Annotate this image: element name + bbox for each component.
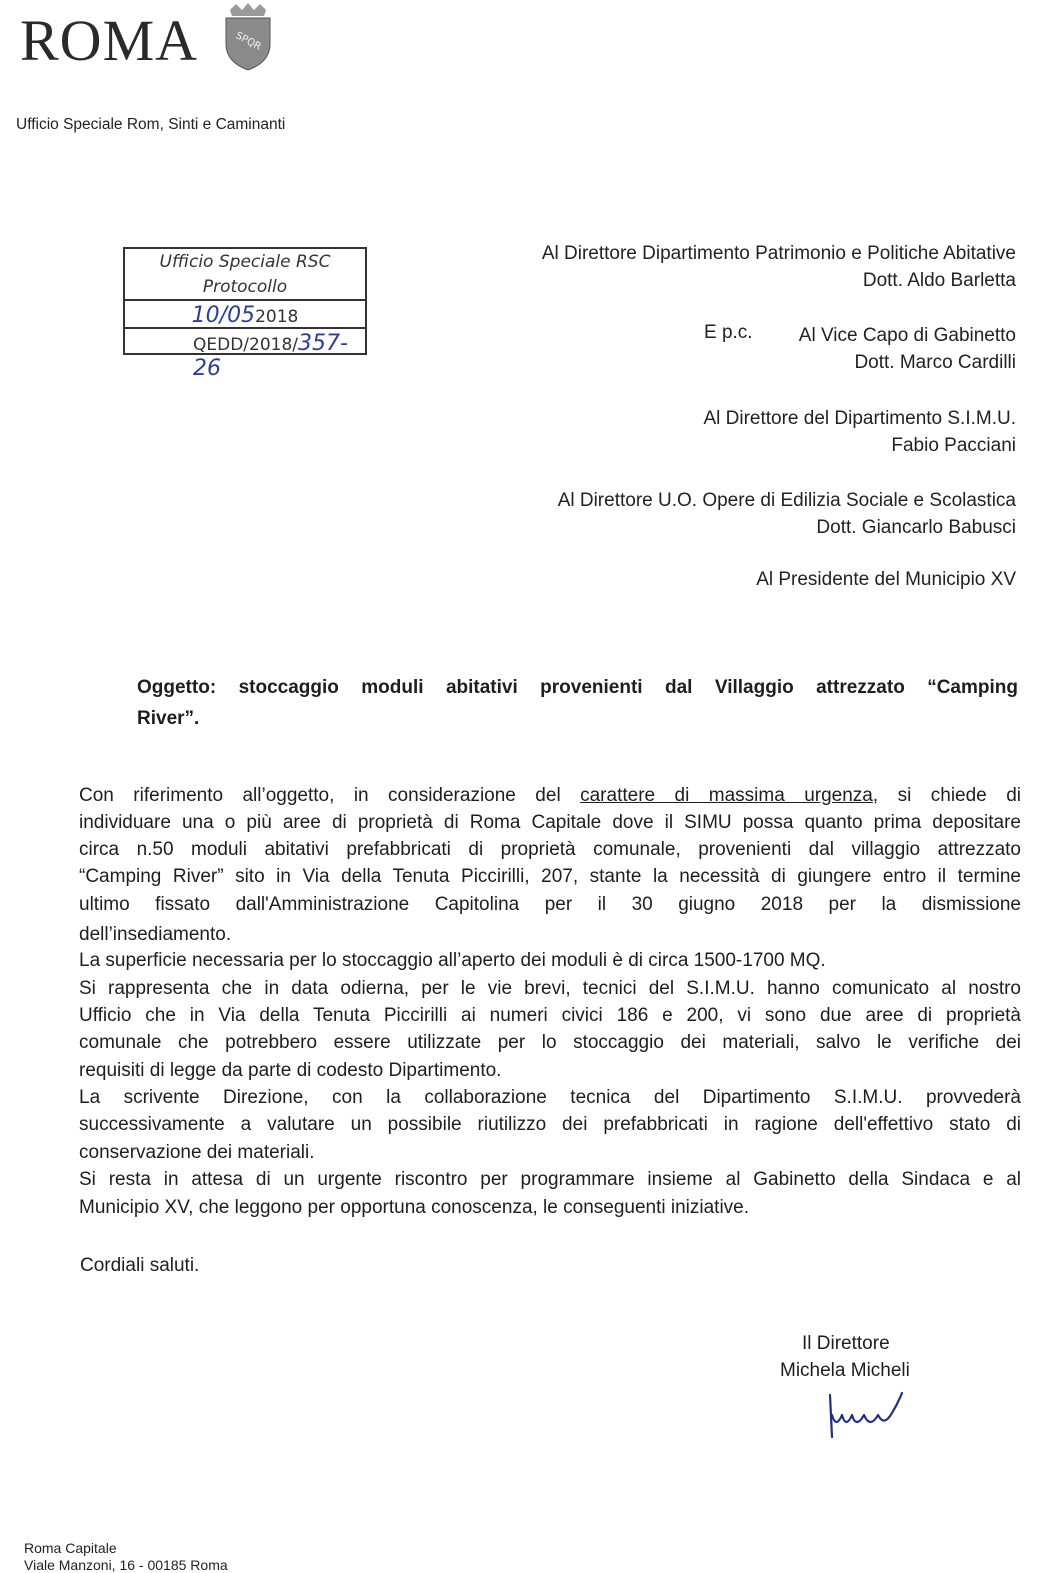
body-line-11: requisiti di legge da parte di codesto Dipartimento.: [79, 1060, 502, 1081]
recipient-3: Al Direttore del Dipartimento S.I.M.U. Fabio Pacciani: [703, 408, 1016, 456]
body-line-16: Municipio XV, che leggono per opportuna conoscenza, le conseguenti iniziative.: [79, 1197, 750, 1218]
protocol-stamp: [123, 247, 367, 381]
footer-entity: Roma Capitale: [24, 1540, 117, 1556]
body-line-7: La superficie necessaria per lo stoccaggio all’aperto dei moduli è di circa 1500-1700 MQ.: [79, 950, 826, 971]
footer-address: Viale Manzoni, 16 - 00185 Roma: [24, 1557, 228, 1573]
body-line-12: La scrivente Direzione, con la collaborazione tecnica del Dipartimento S.I.M.U. provvederà: [79, 1087, 1021, 1108]
svg-text:SPQR: SPQR: [233, 30, 263, 53]
epc-label: E p.c.: [704, 322, 753, 343]
handwritten-signature: [818, 1385, 918, 1445]
stamp-ref-printed: QEDD/2018/: [193, 335, 299, 355]
recipient-2: Al Vice Capo di Gabinetto Dott. Marco Cardilli: [798, 325, 1016, 373]
office-name: Ufficio Speciale Rom, Sinti e Caminanti: [16, 116, 286, 133]
body-line-6: dell’insediamento.: [79, 924, 232, 945]
body-line-9: Ufficio che in Via della Tenuta Piccirilli ai numeri civici 186 e 200, vi sono due aree di proprietà: [79, 1005, 1021, 1026]
body-line-10: comunale che potrebbero essere utilizzate per lo stoccaggio dei materiali, salvo le verifiche dei: [79, 1032, 1021, 1053]
body-line-2: individuare una o più aree di proprietà di Roma Capitale dove il SIMU possa quanto prima depositare: [79, 812, 1021, 833]
body-line-1: Con riferimento all’oggetto, in considerazione del carattere di massima urgenza, si chiede di: [79, 785, 1021, 806]
stamp-office: Ufficio Speciale RSC: [159, 252, 331, 272]
stamp-date-year: 2018: [255, 307, 299, 327]
body-line-14: conservazione dei materiali.: [79, 1142, 315, 1163]
signatory-name: Michela Micheli: [780, 1360, 910, 1381]
body-line-3: circa n.50 moduli abitativi prefabbricati di proprietà comunale, provenienti dal villaggio attrezzato: [79, 839, 1021, 860]
subject-line-1: Oggetto: stoccaggio moduli abitativi provenienti dal Villaggio attrezzato “Camping: [137, 677, 1018, 698]
body-line-5: ultimo fissato dall'Amministrazione Capitolina per il 30 giugno 2018 per la dismissione: [79, 894, 1021, 915]
body-line-4: “Camping River” sito in Via della Tenuta Piccirilli, 207, stante la necessità di giungere entro il termine: [79, 866, 1021, 887]
stamp-label: Protocollo: [202, 277, 288, 297]
roma-logo-text: ROMA: [20, 8, 199, 73]
body-line-15: Si resta in attesa di un urgente riscontro per programmare insieme al Gabinetto della Sindaca e al: [79, 1169, 1021, 1190]
urgency-underlined: carattere di massima urgenza: [580, 785, 873, 806]
subject: [137, 672, 1018, 734]
subject-line-2: River”.: [137, 708, 200, 729]
recipient-1: Al Direttore Dipartimento Patrimonio e Politiche Abitative Dott. Aldo Barletta: [541, 243, 1016, 291]
spqr-crest-icon: [218, 2, 278, 72]
body-line-13: successivamente a valutare un possibile riutilizzo dei prefabbricati in ragione dell'effettivo stato di: [79, 1114, 1021, 1135]
stamp-date: [125, 303, 365, 328]
stamp-ref-handwritten: 357-26: [193, 331, 348, 381]
body-line-8: Si rappresenta che in data odierna, per le vie brevi, tecnici del S.I.M.U. hanno comunicato al nostro: [79, 978, 1021, 999]
stamp-reference: [125, 331, 365, 381]
stamp-date-handwritten: 10/05: [191, 303, 256, 328]
recipient-5: Al Presidente del Municipio XV: [756, 569, 1016, 590]
recipient-4: Al Direttore U.O. Opere di Edilizia Sociale e Scolastica Dott. Giancarlo Babusci: [557, 490, 1016, 538]
signatory-title: Il Direttore: [802, 1333, 890, 1354]
closing-greeting: Cordiali saluti.: [80, 1255, 200, 1276]
